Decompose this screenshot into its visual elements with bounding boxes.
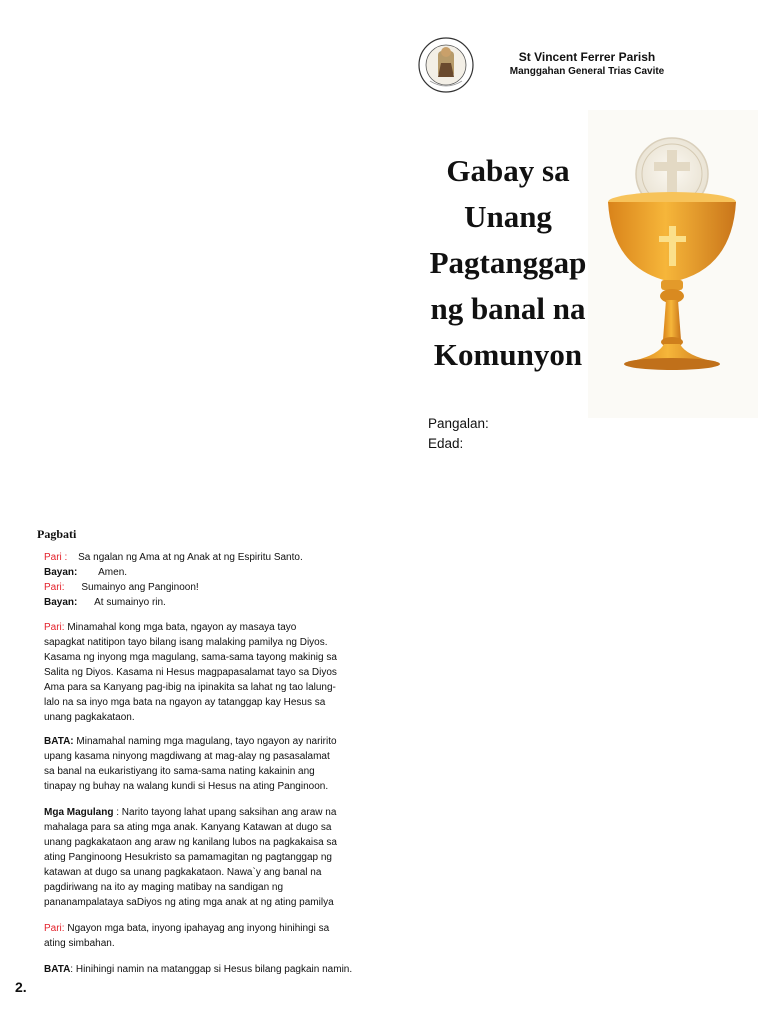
name-label: Pangalan: — [428, 416, 489, 431]
title-line: Komunyon — [433, 337, 583, 372]
paragraph-line: : Narito tayong lahat upang saksihan ang araw na — [116, 807, 337, 818]
paragraph-line: mahalaga para sa ating mga anak. Kanyang Katawan at dugo sa — [44, 822, 332, 833]
speaker-label: Bayan: — [44, 567, 78, 578]
paragraph-line: : Hinihingi namin na matanggap si Hesus bilang pagkain namin. — [70, 964, 353, 975]
dialogue-line — [44, 595, 166, 610]
paragraph-line: pananampalataya saDiyos ng ating mga anak at ng ating pamilya — [44, 897, 334, 908]
dialogue-text: Sa ngalan ng Ama at ng Anak at ng Espiritu Santo. — [78, 552, 303, 563]
dialogue-line — [44, 565, 127, 580]
paragraph-line: pagdiriwang na ito ay maging matibay na sandigan ng — [44, 882, 284, 893]
dialogue-text: At sumainyo rin. — [94, 597, 166, 608]
paragraph-bata-request — [44, 962, 374, 977]
paragraph-magulang — [44, 805, 362, 910]
dialogue-text: Amen. — [98, 567, 128, 578]
paragraph-line: sa banal na eukaristiyang ito sama-sama nating kakainin ang — [44, 766, 315, 777]
paragraph-line: Minamahal kong mga bata, ngayon ay masaya tayo — [67, 622, 297, 633]
parish-seal-logo — [418, 37, 474, 93]
paragraph-line: Minamahal naming mga magulang, tayo ngayon ay naririto — [76, 736, 337, 747]
paragraph-bata-thanks — [44, 734, 362, 794]
title-line: Pagtanggap — [429, 245, 587, 280]
title-line: Unang — [464, 199, 552, 234]
speaker-label: Pari: — [44, 923, 65, 934]
paragraph-line: katawan at dugo sa unang pagkakataon. Nawa`y ang banal na — [44, 867, 322, 878]
booklet-title — [420, 148, 596, 378]
paragraph-line: tinapay ng buhay na walang kundi si Hesus na ating Panginoon. — [44, 781, 329, 792]
paragraph-line: unang pagkakataon ang araw ng kanilang lubos na pagkakaisa sa — [44, 837, 337, 848]
paragraph-line: Kasama ng inyong mga magulang, sama-sama tayong makinig sa — [44, 652, 337, 663]
title-line: Gabay sa — [446, 153, 570, 188]
paragraph-line: sapagkat natitipon tayo bilang isang malaking pamilya ng Diyos. — [44, 637, 328, 648]
speaker-label: BATA: — [44, 736, 74, 747]
title-line: ng banal na — [430, 291, 586, 326]
speaker-label: Pari: — [44, 582, 65, 593]
dialogue-line — [44, 550, 303, 565]
paragraph-pari-request — [44, 921, 362, 951]
speaker-label: Bayan: — [44, 597, 78, 608]
speaker-label: Pari : — [44, 552, 68, 563]
paragraph-pari-welcome — [44, 620, 362, 725]
paragraph-line: ating simbahan. — [44, 938, 115, 949]
paragraph-line: Ama para sa Kanyang pag-ibig na ipinakita sa lahat ng tao lalung- — [44, 682, 336, 693]
speaker-label: Mga Magulang — [44, 807, 114, 818]
paragraph-line: ating Panginoong Hesukristo sa pamamagitan ng pagtanggap ng — [44, 852, 332, 863]
parish-location: Manggahan General Trias Cavite — [509, 66, 665, 77]
paragraph-line: Salita ng Diyos. Kasama ni Hesus magpapasalamat tayo sa Diyos — [44, 667, 337, 678]
paragraph-line: Ngayon mga bata, inyong ipahayag ang inyong hinihingi sa — [67, 923, 330, 934]
chalice-host-illustration — [588, 110, 758, 418]
paragraph-line: lalo na sa inyo mga bata na ngayon ay tatanggap kay Hesus sa — [44, 697, 326, 708]
age-label: Edad: — [428, 436, 464, 451]
paragraph-line: unang pagkakataon. — [44, 712, 135, 723]
speaker-label: BATA — [44, 964, 71, 975]
parish-name: St Vincent Ferrer Parish — [518, 50, 656, 64]
section-title: Pagbati — [37, 527, 77, 541]
speaker-label: Pari: — [44, 622, 65, 633]
dialogue-line — [44, 580, 199, 595]
paragraph-line: upang kasama ninyong magdiwang at mag-alay ng pasasalamat — [44, 751, 330, 762]
dialogue-text: Sumainyo ang Panginoon! — [81, 582, 199, 593]
page-number: 2. — [15, 979, 27, 995]
